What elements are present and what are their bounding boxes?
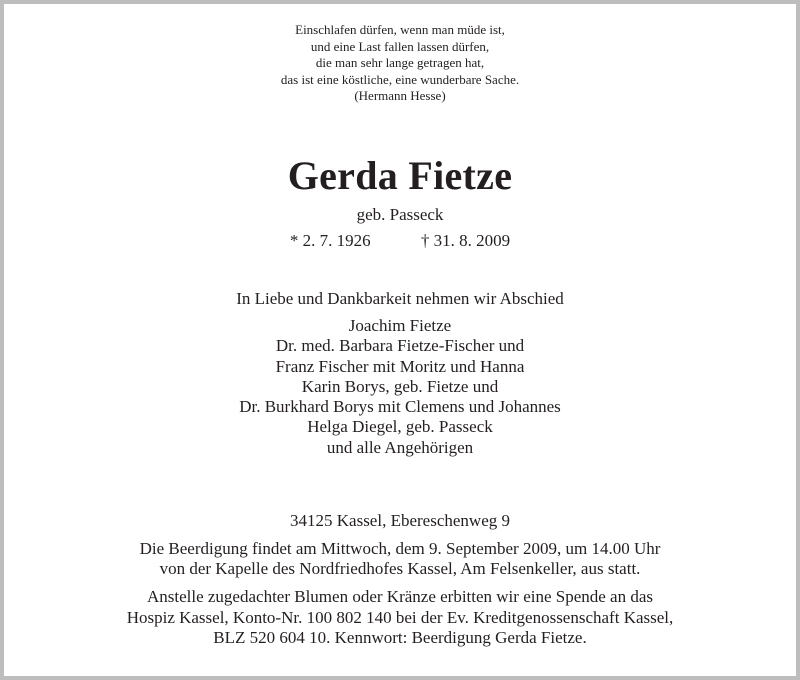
donation-line: Anstelle zugedachter Blumen oder Kränze erbitten wir eine Spende an das <box>146 587 654 606</box>
family-address: 34125 Kassel, Ebereschenweg 9 <box>290 511 510 530</box>
donation-line: BLZ 520 604 10. Kennwort: Beerdigung Gerda Fietze. <box>213 628 587 647</box>
funeral-line: Die Beerdigung findet am Mittwoch, dem 9. September 2009, um 14.00 Uhr <box>139 539 661 558</box>
quote-attribution: (Hermann Hesse) <box>354 88 446 103</box>
death-date: † 31. 8. 2009 <box>420 231 511 250</box>
quote-line: das ist eine köstliche, eine wunderbare Sache. <box>280 71 520 87</box>
mourner: Joachim Fietze <box>348 316 452 335</box>
maiden-name: geb. Passeck <box>356 205 444 224</box>
funeral-details <box>4 539 796 579</box>
funeral-line: von der Kapelle des Nordfriedhofes Kassel, Am Felsenkeller, aus statt. <box>159 559 641 578</box>
life-dates <box>4 230 796 252</box>
mourner: Dr. med. Barbara Fietze-Fischer und <box>275 336 525 356</box>
deceased-name: Gerda Fietze <box>287 153 513 198</box>
donation-request <box>4 587 796 649</box>
mourners-list <box>4 316 796 458</box>
quote-line: Einschlafen dürfen, wenn man müde ist, <box>295 22 505 37</box>
mourner: Franz Fischer mit Moritz und Hanna <box>275 356 525 376</box>
quote-line: die man sehr lange getragen hat, <box>315 55 485 70</box>
mourner: Helga Diegel, geb. Passeck <box>307 417 493 437</box>
obituary-notice <box>4 4 796 676</box>
mourner: Karin Borys, geb. Fietze und <box>301 376 499 396</box>
mourner: Dr. Burkhard Borys mit Clemens und Johannes <box>239 397 561 417</box>
hesse-quote <box>4 22 796 105</box>
mourner: und alle Angehörigen <box>326 437 474 457</box>
farewell-line: In Liebe und Dankbarkeit nehmen wir Abschied <box>236 289 564 308</box>
donation-line: Hospiz Kassel, Konto-Nr. 100 802 140 bei der Ev. Kreditgenossenschaft Kassel, <box>126 607 674 627</box>
birth-date: * 2. 7. 1926 <box>289 231 371 250</box>
quote-line: und eine Last fallen lassen dürfen, <box>310 38 490 54</box>
